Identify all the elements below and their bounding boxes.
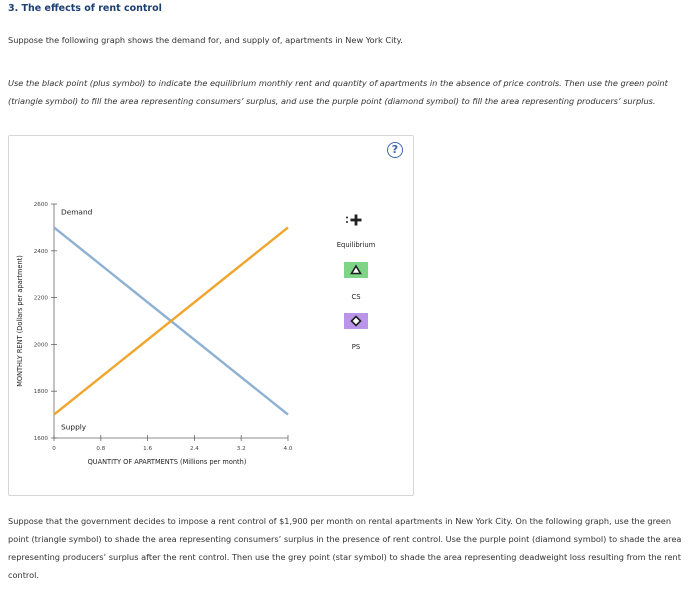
plus-horizontal-bar: [351, 219, 362, 222]
supply-label: Supply: [61, 422, 87, 432]
y-axis-title: MONTHLY RENT (Dollars per apartment): [16, 255, 24, 387]
y-tick-label: 2400: [33, 248, 48, 255]
instructions-text: Use the black point (plus symbol) to indicate the equilibrium monthly rent and quantity of apartments in the absence of price controls. Then use the green point (triangle symbol) to fill the area representing consumers’ surplus, and use the purple point (diamond symbol) to fill the area representing producers’ surplus.: [8, 78, 668, 106]
ps-diamond-icon[interactable]: [344, 313, 368, 329]
y-tick-label: 1800: [33, 389, 48, 396]
followup-text: Suppose that the government decides to impose a rent control of $1,900 per month on rental apartments in New York City. On the following graph, use the green point (triangle symbol) to shade the area representing consumers’ surplus in the presence of rent control. Use the purple point (diamond symbol) to shade the area representing producers’ surplus after the rent control. Then use the grey point (star symbol) to shade the area representing deadweight loss resulting from the rent control.: [8, 516, 682, 580]
x-tick-label: 1.6: [143, 446, 153, 452]
x-axis-title: QUANTITY OF APARTMENTS (Millions per month): [87, 458, 247, 466]
y-tick-label: 2600: [33, 202, 48, 208]
x-tick-label: 0.8: [96, 446, 106, 452]
x-tick-label: 3.2: [236, 446, 246, 452]
x-tick-label: 2.4: [189, 446, 199, 452]
equilibrium-plus-icon[interactable]: [346, 215, 362, 226]
legend-label-ps: PS: [351, 343, 361, 351]
y-tick-label: 2200: [33, 295, 48, 302]
y-tick-label: 1600: [33, 436, 48, 442]
x-tick-label: 4.0: [283, 446, 293, 452]
intro-text: Suppose the following graph shows the demand for, and supply of, apartments in New York City.: [8, 35, 403, 45]
x-tick-label: 0: [52, 446, 56, 452]
plus-dot: [346, 221, 348, 223]
plus-dot: [346, 217, 348, 219]
legend-label-cs: CS: [351, 293, 361, 301]
question-title: 3. The effects of rent control: [8, 3, 162, 14]
cs-triangle-icon[interactable]: [344, 262, 368, 278]
demand-label: Demand: [61, 207, 93, 217]
y-tick-label: 2000: [33, 342, 48, 349]
help-icon[interactable]: ?: [387, 142, 403, 158]
legend-label-equilibrium: Equilibrium: [336, 241, 376, 249]
